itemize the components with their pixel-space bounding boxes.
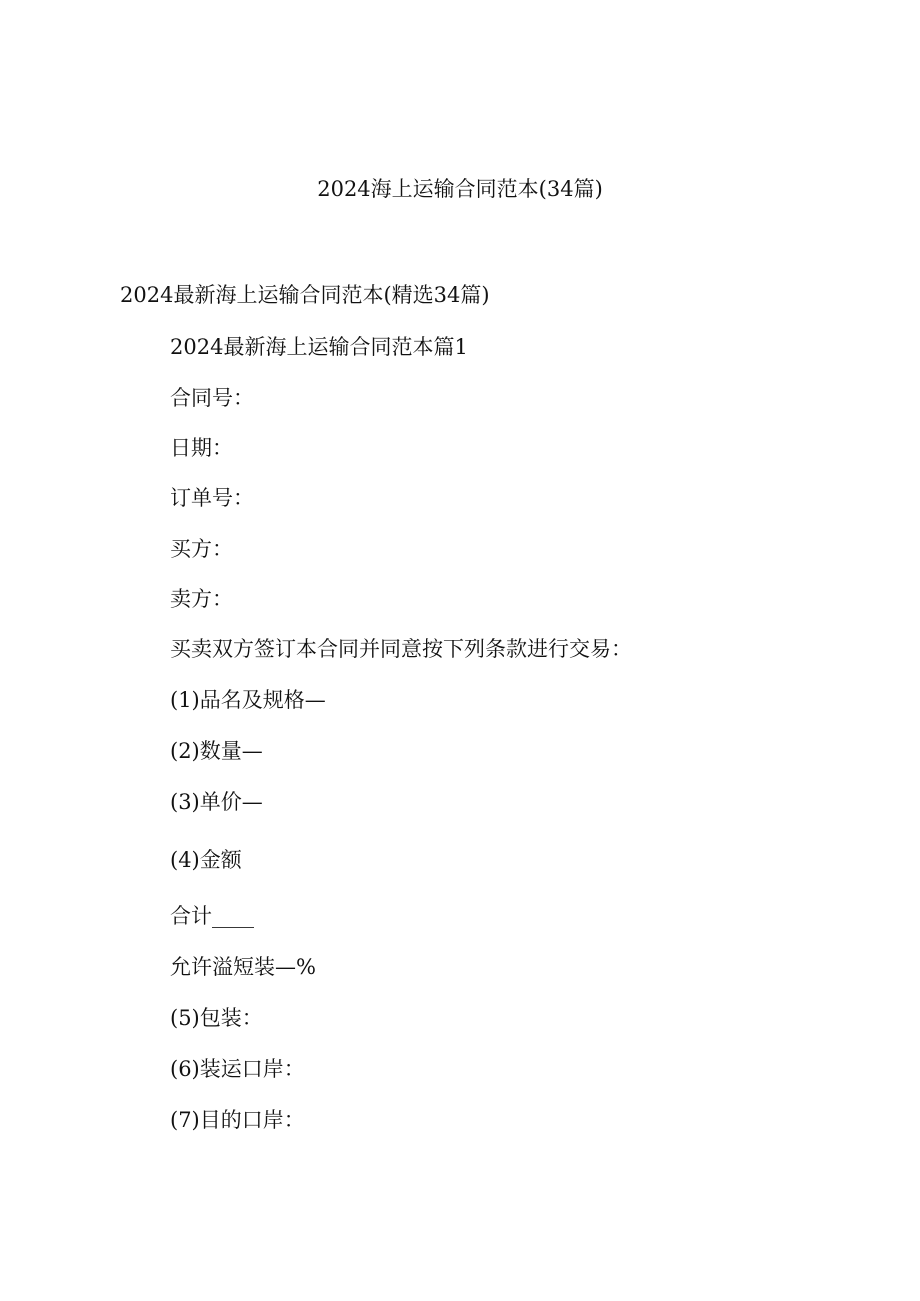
- clause-amount: (4)金额: [170, 848, 242, 872]
- seller-label: 卖方：: [170, 587, 233, 611]
- buyer-label: 买方：: [170, 537, 233, 561]
- clause-port-of-destination: (7)目的口岸：: [170, 1108, 305, 1132]
- clause-packing: (5)包装：: [170, 1006, 263, 1030]
- total-line: 合计____: [170, 904, 254, 928]
- clause-unit-price: (3)单价—: [170, 790, 263, 814]
- section-heading: 2024最新海上运输合同范本篇1: [170, 335, 468, 359]
- agreement-statement: 买卖双方签订本合同并同意按下列条款进行交易：: [170, 637, 632, 661]
- document-title: 2024海上运输合同范本(34篇): [317, 177, 603, 201]
- clause-product-spec: (1)品名及规格—: [170, 688, 326, 712]
- contract-number-label: 合同号：: [170, 386, 254, 410]
- overshipment-allowance: 允许溢短装—%: [170, 955, 316, 979]
- clause-quantity: (2)数量—: [170, 739, 263, 763]
- date-label: 日期：: [170, 436, 233, 460]
- document-subtitle: 2024最新海上运输合同范本(精选34篇): [120, 283, 490, 307]
- clause-port-of-loading: (6)装运口岸：: [170, 1057, 305, 1081]
- order-number-label: 订单号：: [170, 486, 254, 510]
